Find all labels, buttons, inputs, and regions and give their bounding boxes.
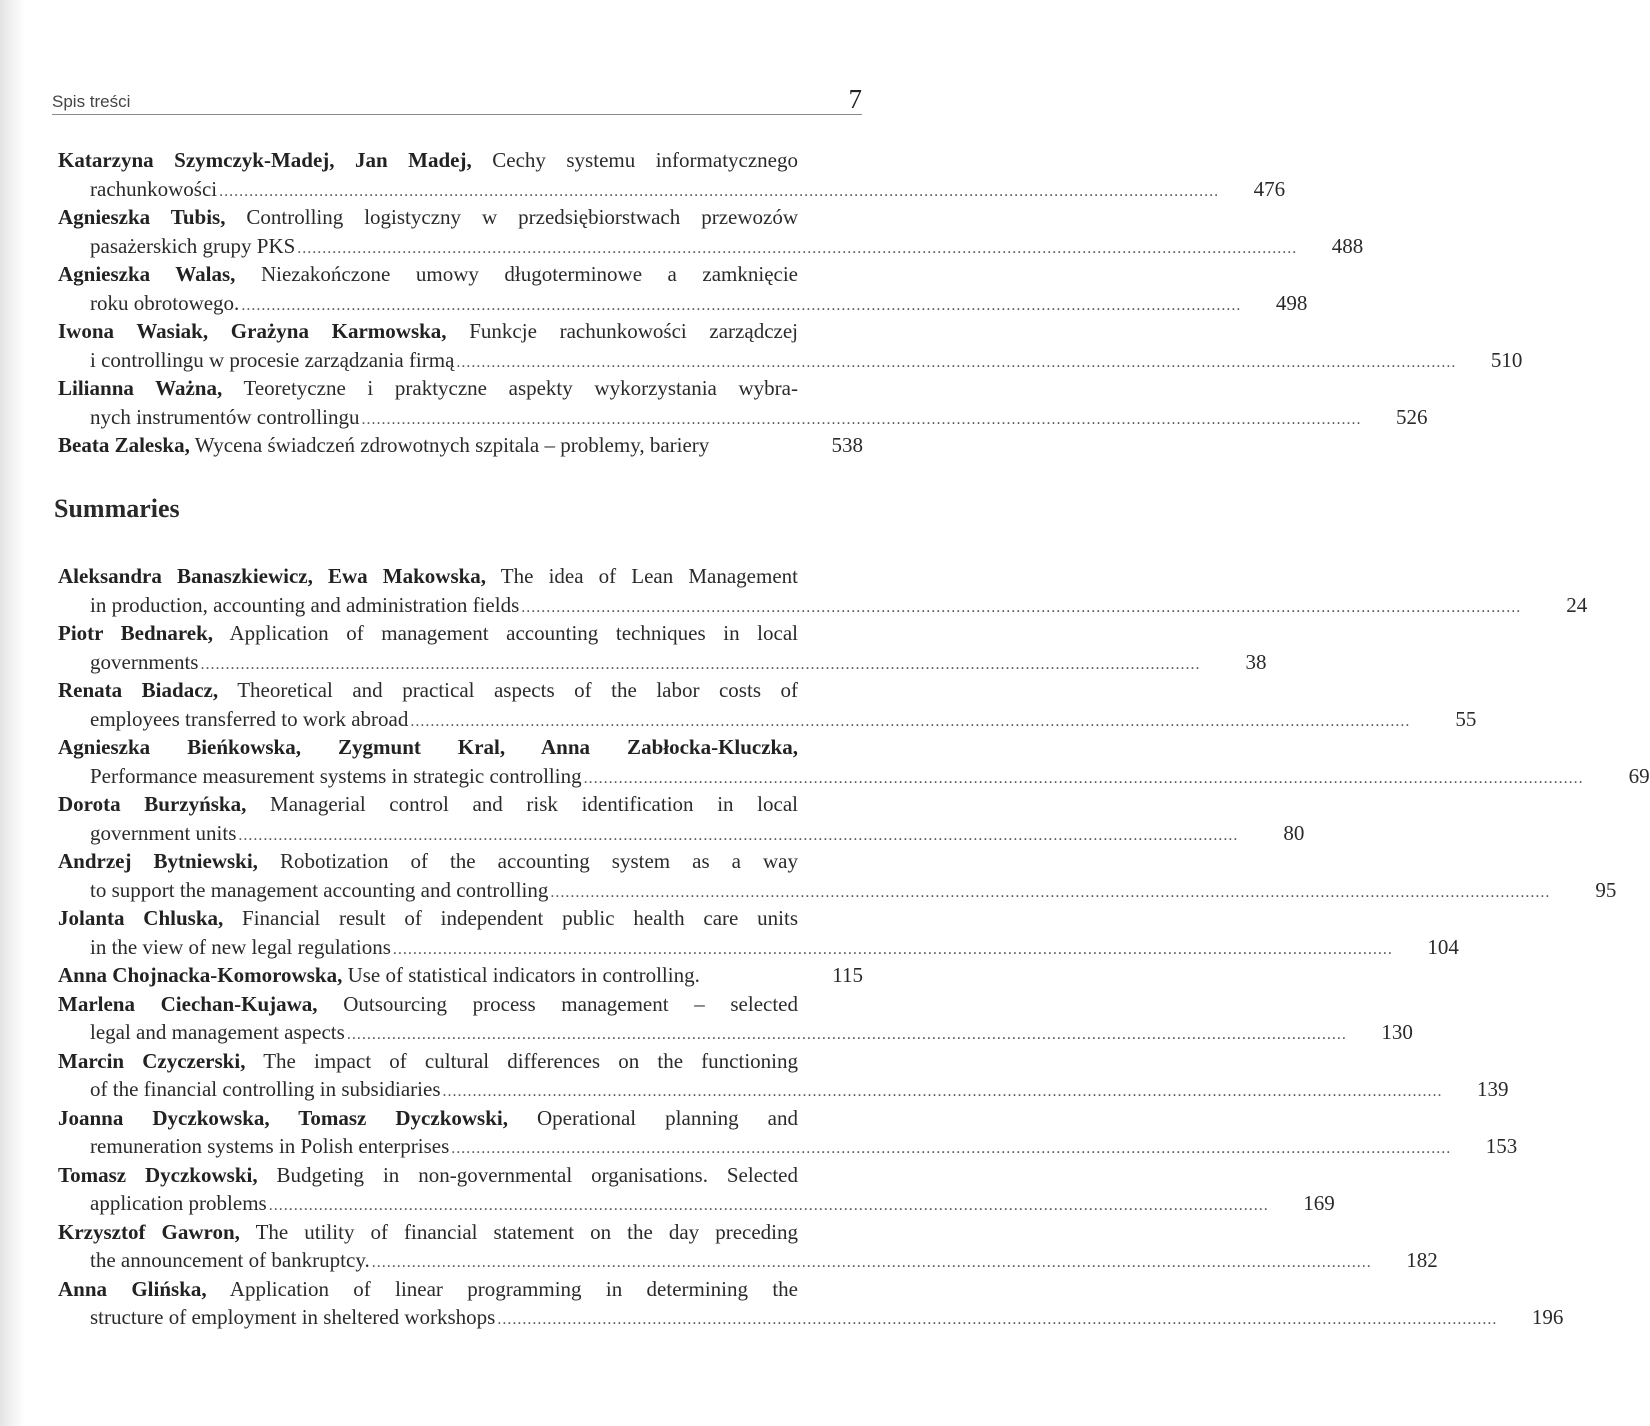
toc-entry-line <box>58 146 798 175</box>
toc-page-number[interactable]: 95 <box>1595 877 1617 902</box>
toc-entry[interactable] <box>58 317 1523 374</box>
toc-entry-line <box>58 203 798 232</box>
toc-entry-line <box>58 1161 798 1190</box>
toc-page-number[interactable]: 196 <box>1531 1305 1564 1329</box>
toc-entry-author: Joanna Dyczkowska, Tomasz Dyczkowski, <box>58 1105 508 1130</box>
toc-entry-title: Performance measurement systems in strategic controlling <box>90 763 582 788</box>
toc-entry-title: Robotization of the accounting system as a way <box>257 849 798 873</box>
toc-entry-title: The impact of cultural differences on the functioning <box>245 1048 798 1073</box>
toc-entry[interactable] <box>58 733 1650 790</box>
toc-entry-text <box>90 1246 370 1274</box>
toc-entry-text <box>90 175 217 204</box>
toc-entry-title: Operational planning and <box>507 1105 799 1130</box>
toc-entry-title: in production, accounting and administration fields <box>90 592 520 617</box>
toc-entry-author: Anna Glińska, <box>58 1276 207 1301</box>
toc-entry[interactable] <box>58 1047 1509 1104</box>
toc-entry-text <box>90 1075 441 1103</box>
toc-entry-author: Marcin Czyczerski, <box>58 1048 246 1073</box>
toc-entry-line <box>58 762 1650 791</box>
toc-entry-title: structure of employment in sheltered workshops <box>90 1305 496 1329</box>
dot-leader: ........................................................................................................................................................................................................ <box>497 1311 1498 1328</box>
toc-entry-text <box>90 648 198 676</box>
toc-entry-author: Renata Biadacz, <box>58 678 219 702</box>
toc-entry-line <box>58 260 798 289</box>
toc-entry-title: the announcement of bankruptcy. <box>90 1248 370 1272</box>
toc-entry-line <box>58 819 1305 848</box>
toc-entry-author: Dorota Burzyńska, <box>58 792 247 816</box>
toc-entry-line <box>58 374 798 403</box>
toc-entry-title: Niezakończone umowy długoterminowe a zamknięcie <box>235 262 798 286</box>
toc-entry-title: of the financial controlling in subsidiaries <box>90 1077 441 1101</box>
toc-page-number[interactable]: 510 <box>1490 347 1523 372</box>
toc-entry-line <box>58 733 798 762</box>
toc-entry-title: to support the management accounting and controlling <box>90 877 549 902</box>
toc-entry[interactable] <box>58 1218 1438 1275</box>
toc-entry-line <box>58 676 798 705</box>
toc-entry-author: Marlena Ciechan-Kujawa, <box>58 991 318 1016</box>
toc-entry-text <box>90 1132 449 1160</box>
toc-entry-title: remuneration systems in Polish enterprises <box>90 1134 450 1158</box>
toc-entry[interactable] <box>58 260 1308 317</box>
toc-entry-text <box>90 819 236 847</box>
dot-leader: ........................................................................................................................................................................................................ <box>442 1083 1443 1100</box>
toc-entry-title: Theoretical and practical aspects of the labor costs of <box>218 678 798 702</box>
toc-entry-text <box>90 762 582 790</box>
toc-entry-line <box>58 403 1428 432</box>
page-number: 7 <box>848 84 862 114</box>
toc-entry-title: roku obrotowego. <box>90 290 240 315</box>
toc-entry-line <box>58 876 1617 905</box>
dot-leader: ........................................................................................................................................................................................................ <box>297 239 1298 257</box>
toc-entry-line <box>58 648 1267 677</box>
toc-entry-line <box>58 346 1523 375</box>
toc-page-number[interactable]: 498 <box>1275 290 1308 315</box>
toc-entry[interactable] <box>58 676 1477 733</box>
toc-entry-title: Outsourcing process management – selected <box>317 991 798 1016</box>
toc-entry-line <box>58 1018 1413 1047</box>
toc-entry-text <box>90 933 391 961</box>
toc-entry-line <box>58 1104 798 1133</box>
toc-entry-title: nych instrumentów controllingu <box>90 404 360 429</box>
toc-page-number[interactable]: 24 <box>1566 592 1588 617</box>
toc-entry-text <box>90 1303 495 1331</box>
toc-entry-title: government units <box>90 820 237 845</box>
toc-summaries-section <box>58 562 1650 1332</box>
toc-entry-title: Cechy systemu informatycznego <box>471 148 798 172</box>
toc-entry-title: governments <box>90 649 199 674</box>
toc-entry-author: Andrzej Bytniewski, <box>58 849 258 873</box>
dot-leader: ........................................................................................................................................................................................................ <box>200 655 1201 673</box>
dot-leader: ........................................................................................................................................................................................................ <box>346 1026 1347 1043</box>
toc-entry[interactable] <box>58 1275 1564 1332</box>
toc-entry-title: The idea of Lean Management <box>486 564 798 588</box>
toc-entry[interactable] <box>58 990 1413 1047</box>
dot-leader: ........................................................................................................................................................................................................ <box>371 1254 1372 1271</box>
dot-leader: ........................................................................................................................................................................................................ <box>410 712 1411 730</box>
toc-entry-title: Managerial control and risk identification in local <box>246 792 798 816</box>
dot-leader: ........................................................................................................................................................................................................ <box>219 182 1220 200</box>
toc-entry-line <box>58 933 1459 962</box>
toc-entry-text <box>90 876 548 904</box>
toc-entry-title: legal and management aspects <box>90 1020 345 1044</box>
toc-entry-line <box>58 1132 1518 1161</box>
toc-entry-line <box>58 1047 798 1076</box>
toc-entry-author: Anna Chojnacka-Komorowska, <box>58 963 343 987</box>
toc-page-number[interactable]: 115 <box>832 963 863 987</box>
toc-entry[interactable] <box>58 374 1428 431</box>
toc-entry-line <box>58 1303 1564 1332</box>
toc-entry-line <box>58 175 1286 204</box>
toc-entry-title: Use of statistical indicators in controlling. <box>342 963 700 987</box>
toc-entry-author: Tomasz Dyczkowski, <box>58 1162 258 1187</box>
toc-entry-author: Krzysztof Gawron, <box>58 1219 240 1244</box>
toc-entry[interactable] <box>58 431 863 460</box>
toc-page-number[interactable]: 526 <box>1395 404 1428 429</box>
toc-page-number[interactable]: 153 <box>1485 1134 1518 1158</box>
running-header <box>52 84 862 115</box>
toc-page-number[interactable]: 38 <box>1245 649 1267 674</box>
toc-entry-text <box>90 591 519 619</box>
toc-entry[interactable] <box>58 961 863 990</box>
toc-entry-line <box>58 1275 798 1304</box>
toc-entry-title: in the view of new legal regulations <box>90 934 391 959</box>
toc-entry-title: application problems <box>90 1191 267 1215</box>
toc-entry-line <box>58 904 798 933</box>
toc-entry-line <box>58 317 798 346</box>
toc-entry-title: Funkcje rachunkowości zarządczej <box>446 319 798 343</box>
toc-entry-title: Teoretyczne i praktyczne aspekty wykorzystania wybra- <box>222 376 798 400</box>
toc-entry-author: Lilianna Ważna, <box>58 376 223 400</box>
toc-entry-line <box>58 289 1308 318</box>
dot-leader: ........................................................................................................................................................................................................ <box>238 826 1239 844</box>
toc-entry-line <box>58 847 798 876</box>
toc-entry-title: employees transferred to work abroad <box>90 706 409 731</box>
toc-entry-line <box>58 790 798 819</box>
toc-page-number[interactable]: 80 <box>1283 820 1305 845</box>
toc-entry-title: pasażerskich grupy PKS <box>90 233 296 258</box>
toc-entry-author: Aleksandra Banaszkiewicz, Ewa Makowska, <box>58 564 487 588</box>
toc-entry-line <box>58 232 1364 261</box>
toc-entry-text <box>90 232 295 261</box>
dot-leader: ........................................................................................................................................................................................................ <box>268 1197 1269 1214</box>
dot-leader: ........................................................................................................................................................................................................ <box>241 296 1242 314</box>
toc-entry-title: Application of management accounting techniques in local <box>213 621 798 645</box>
toc-entry-author: Piotr Bednarek, <box>58 621 214 645</box>
toc-entry-title: The utility of financial statement on the day preceding <box>239 1219 799 1244</box>
toc-page-number[interactable]: 538 <box>831 433 863 457</box>
toc-page-number[interactable]: 69 <box>1628 763 1650 788</box>
toc-entry-line <box>58 619 798 648</box>
dot-leader: ........................................................................................................................................................................................................ <box>583 769 1584 787</box>
page-binding-shadow <box>0 0 26 1426</box>
toc-entry-line <box>58 1075 1509 1104</box>
toc-page-number[interactable]: 104 <box>1427 934 1459 959</box>
toc-entry[interactable] <box>58 203 1364 260</box>
dot-leader: ........................................................................................................................................................................................................ <box>550 883 1551 901</box>
toc-entry-author: Agnieszka Bieńkowska, Zygmunt Kral, Anna Zabłocka-Kluczka, <box>58 735 798 759</box>
toc-entry[interactable] <box>58 146 1286 203</box>
toc-entry[interactable] <box>58 1161 1335 1218</box>
toc-entry-title: Wycena świadczeń zdrowotnych szpitala – problemy, bariery <box>189 433 710 457</box>
toc-polish-section <box>58 146 1523 460</box>
toc-entry-text <box>90 1189 267 1217</box>
toc-entry-title: Controlling logistyczny w przedsiębiorstwach przewozów <box>225 205 798 229</box>
toc-entry-text <box>90 346 454 375</box>
dot-leader: ........................................................................................................................................................................................................ <box>451 1140 1452 1157</box>
dot-leader: ........................................................................................................................................................................................................ <box>361 410 1362 428</box>
toc-entry-title: i controllingu w procesie zarządzania firmą <box>90 347 455 372</box>
toc-entry-text <box>58 431 709 460</box>
toc-entry-author: Jolanta Chluska, <box>58 906 224 930</box>
toc-entry-text <box>90 1018 345 1046</box>
summaries-heading: Summaries <box>54 494 180 523</box>
toc-entry-title: Application of linear programming in determining the <box>206 1276 798 1301</box>
toc-entry-author: Agnieszka Walas, <box>58 262 236 286</box>
toc-entry-line <box>58 1218 798 1247</box>
toc-entry-author: Iwona Wasiak, Grażyna Karmowska, <box>58 319 447 343</box>
toc-entry-text <box>90 403 359 432</box>
toc-entry-text <box>90 705 408 733</box>
toc-entry-line <box>58 1246 1438 1275</box>
toc-entry-title: rachunkowości <box>90 176 218 201</box>
toc-entry[interactable] <box>58 562 1588 619</box>
dot-leader: ........................................................................................................................................................................................................ <box>521 598 1522 616</box>
toc-entry-line <box>58 705 1477 734</box>
toc-page-number[interactable]: 488 <box>1331 233 1364 258</box>
toc-entry[interactable] <box>58 1104 1518 1161</box>
toc-entry-line <box>58 961 863 990</box>
toc-page-number[interactable]: 139 <box>1477 1077 1509 1101</box>
toc-page-number[interactable]: 55 <box>1455 706 1477 731</box>
toc-entry-line <box>58 1189 1335 1218</box>
dot-leader: ........................................................................................................................................................................................................ <box>392 940 1393 958</box>
toc-entry[interactable] <box>58 904 1459 961</box>
toc-entry-line <box>58 990 798 1019</box>
toc-entry-text <box>90 289 239 318</box>
toc-page-number[interactable]: 130 <box>1381 1020 1413 1044</box>
toc-entry[interactable] <box>58 847 1617 904</box>
dot-leader: ........................................................................................................................................................................................................ <box>456 353 1457 371</box>
toc-entry-line <box>58 562 798 591</box>
toc-entry-line <box>58 591 1588 620</box>
toc-entry-text <box>58 961 700 989</box>
toc-page-number[interactable]: 476 <box>1253 176 1286 201</box>
toc-entry-author: Agnieszka Tubis, <box>58 205 226 229</box>
toc-entry[interactable] <box>58 790 1305 847</box>
running-header-title: Spis treści <box>52 92 131 111</box>
toc-page-number[interactable]: 182 <box>1406 1248 1438 1272</box>
toc-entry-line <box>58 431 863 460</box>
toc-entry-title: Financial result of independent public health care units <box>223 906 798 930</box>
toc-page-number[interactable]: 169 <box>1303 1191 1335 1215</box>
toc-entry-title: Budgeting in non-governmental organisations. Selected <box>257 1162 798 1187</box>
toc-entry-author: Katarzyna Szymczyk-Madej, Jan Madej, <box>58 148 472 172</box>
toc-entry-author: Beata Zaleska, <box>58 433 190 457</box>
toc-entry[interactable] <box>58 619 1267 676</box>
